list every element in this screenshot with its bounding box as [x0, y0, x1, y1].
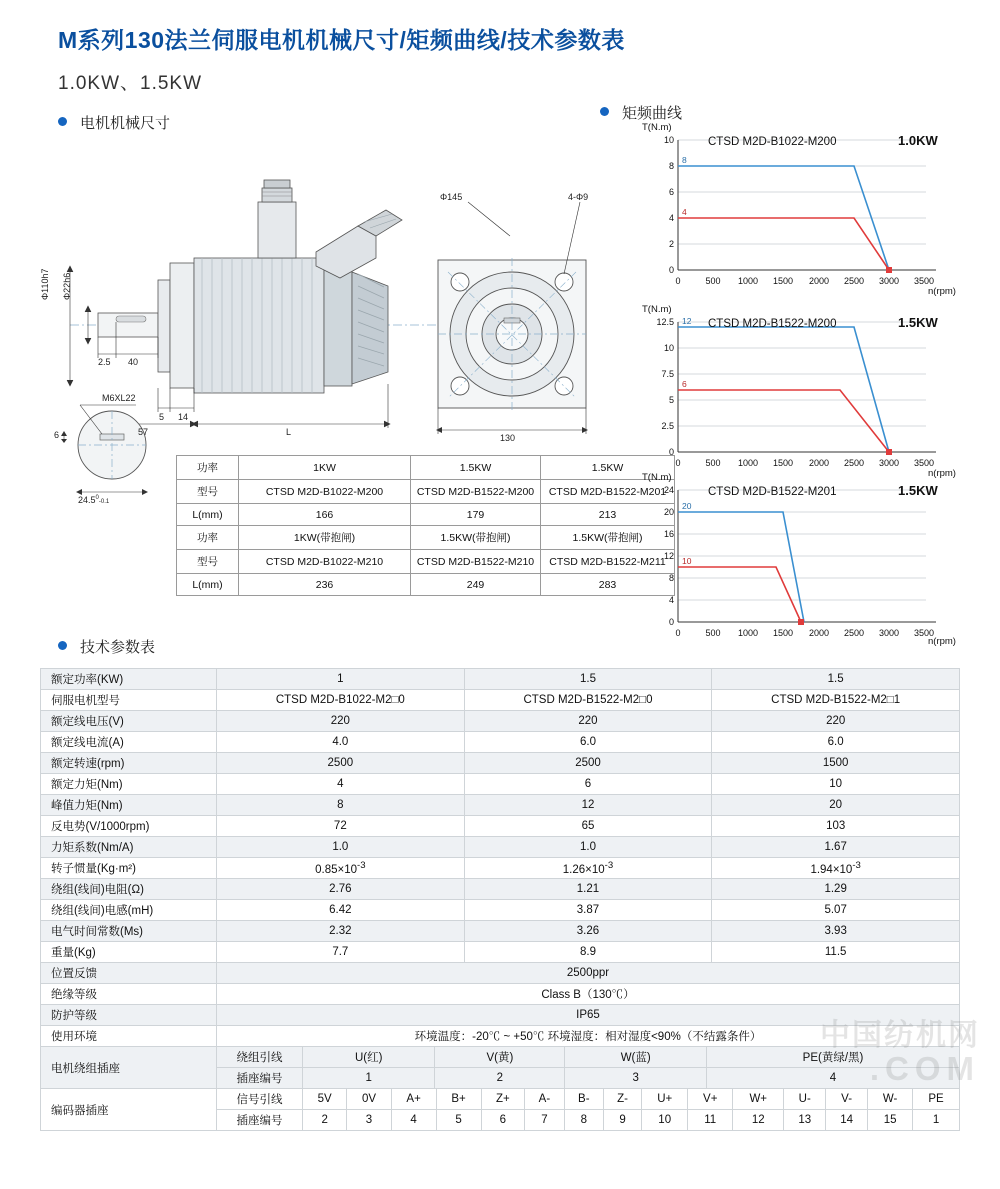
svg-text:2000: 2000 [808, 276, 830, 286]
cell-value: 1.5KW [541, 456, 675, 480]
table-row [41, 921, 960, 942]
cell-value: CTSD M2D-B1022-M2□0 [217, 690, 465, 711]
row-sublabel: 绕组引线 [217, 1047, 303, 1068]
table-row [41, 1047, 960, 1068]
cell-value: 166 [239, 504, 411, 526]
section-heading-dimensions: 电机机械尺寸 [58, 112, 170, 133]
row-sublabel: 插座编号 [217, 1068, 303, 1089]
table-row [177, 574, 675, 596]
row-label: 额定线电压(V) [41, 711, 217, 732]
cell-value: 1.67 [712, 837, 960, 858]
torque-speed-chart-3 [636, 472, 966, 658]
torque-speed-chart-2 [636, 304, 966, 490]
cell-value: 1.5KW(带抱闸) [541, 526, 675, 550]
cell-value: 1.5 [712, 669, 960, 690]
cell-value: 4 [217, 774, 465, 795]
cell-value: PE(黄绿/黑) [707, 1047, 960, 1068]
row-label: 绝缘等级 [41, 984, 217, 1005]
svg-text:7.5: 7.5 [661, 369, 674, 379]
cell-label: 型号 [177, 480, 239, 504]
cell-value: 4.0 [217, 732, 465, 753]
cell-value: 1.0 [217, 837, 465, 858]
svg-text:3500: 3500 [913, 628, 935, 638]
cell-value: PE [913, 1089, 960, 1110]
dim-phi22: Φ22h6 [62, 272, 72, 300]
cell-value: V+ [688, 1089, 733, 1110]
table-row [41, 879, 960, 900]
cell-value: A+ [391, 1089, 436, 1110]
cell-value: 7.7 [217, 942, 465, 963]
svg-text:3000: 3000 [878, 628, 900, 638]
dim-phi110: Φ110h7 [40, 268, 50, 300]
row-label: 转子惯量(Kg·m²) [41, 858, 217, 879]
cell-value: U(红) [303, 1047, 435, 1068]
table-row [41, 963, 960, 984]
cell-value: 20 [712, 795, 960, 816]
cell-value: 1.5 [464, 669, 712, 690]
cell-value: 103 [712, 816, 960, 837]
cell-value: B- [564, 1089, 603, 1110]
winding-connector-table [40, 1046, 960, 1089]
svg-text:20: 20 [682, 501, 692, 511]
table-row [41, 774, 960, 795]
svg-text:500: 500 [705, 276, 721, 286]
cell-value: 8 [564, 1110, 603, 1131]
row-sublabel: 信号引线 [217, 1089, 303, 1110]
svg-text:8: 8 [682, 155, 687, 165]
cell-value: 2 [303, 1110, 347, 1131]
dim-L: L [286, 427, 292, 437]
cell-value: 6.0 [464, 732, 712, 753]
svg-text:0: 0 [668, 447, 674, 457]
row-label: 峰值力矩(Nm) [41, 795, 217, 816]
table-row [41, 669, 960, 690]
cell-value: W(蓝) [565, 1047, 707, 1068]
cell-label: 功率 [177, 456, 239, 480]
cell-value: 3 [565, 1068, 707, 1089]
cell-value: 环境温度：-20℃ ~ +50℃ 环境湿度：相对湿度<90%（不结露条件） [217, 1026, 960, 1047]
svg-text:0: 0 [668, 265, 674, 275]
cell-value: 9 [603, 1110, 641, 1131]
cell-value: 2500 [217, 753, 465, 774]
dim-24-5: 24.5$^0$-0.1 [78, 495, 110, 505]
cell-value: 1.0 [464, 837, 712, 858]
cell-value: 2.32 [217, 921, 465, 942]
cell-value: CTSD M2D-B1522-M201 [541, 480, 675, 504]
svg-text:0: 0 [675, 628, 681, 638]
dim-6: 6 [54, 430, 60, 440]
row-label: 绕组(线间)电阻(Ω) [41, 879, 217, 900]
chart-title: CTSD M2D-B1522-M200 [708, 318, 837, 330]
cell-value: 249 [411, 574, 541, 596]
cell-value: 7 [525, 1110, 564, 1131]
table-row [41, 942, 960, 963]
svg-text:500: 500 [705, 458, 721, 468]
row-label: 绕组(线间)电感(mH) [41, 900, 217, 921]
spec-table-wrapper [40, 668, 960, 1131]
cell-value: 0V [347, 1089, 391, 1110]
cell-value: 1KW [239, 456, 411, 480]
encoder-connector-table [40, 1088, 960, 1131]
cell-value: 11.5 [712, 942, 960, 963]
svg-text:3000: 3000 [878, 276, 900, 286]
svg-text:1500: 1500 [772, 276, 794, 286]
table-row [177, 480, 675, 504]
cell-value: V- [826, 1089, 868, 1110]
svg-text:16: 16 [663, 529, 674, 539]
cell-value: 1.5KW [411, 456, 541, 480]
svg-text:500: 500 [705, 628, 721, 638]
cell-value: 6 [464, 774, 712, 795]
svg-text:0: 0 [675, 276, 681, 286]
page-subtitle: 1.0KW、1.5KW [58, 73, 203, 94]
cell-value: 1.21 [464, 879, 712, 900]
table-row [41, 711, 960, 732]
chart-xlabel: n(rpm) [928, 636, 956, 647]
cell-value: 15 [868, 1110, 913, 1131]
cell-value: W+ [733, 1089, 784, 1110]
cell-value: V(黄) [435, 1047, 565, 1068]
cell-label: L(mm) [177, 574, 239, 596]
cell-label: 功率 [177, 526, 239, 550]
cell-value: 12 [733, 1110, 784, 1131]
svg-text:12: 12 [682, 316, 692, 326]
cell-value: W- [868, 1089, 913, 1110]
model-table [176, 455, 675, 596]
chart-ylabel: T(N.m) [642, 472, 672, 483]
cell-value: 65 [464, 816, 712, 837]
svg-text:8: 8 [668, 573, 674, 583]
cell-value: 6.42 [217, 900, 465, 921]
cell-value: 3.26 [464, 921, 712, 942]
cell-value: $0.85\times 10^{-3}$ [217, 858, 465, 879]
row-label: 电气时间常数(Ms) [41, 921, 217, 942]
cell-value: 4 [707, 1068, 960, 1089]
svg-text:2: 2 [668, 239, 674, 249]
svg-text:12: 12 [663, 551, 674, 561]
cell-value: 11 [688, 1110, 733, 1131]
cell-value: 3.93 [712, 921, 960, 942]
cell-value: 13 [784, 1110, 826, 1131]
cell-value: 3 [347, 1110, 391, 1131]
svg-text:10: 10 [663, 343, 674, 353]
cell-value: 8.9 [464, 942, 712, 963]
dim-40: 40 [128, 357, 139, 367]
table-row [41, 753, 960, 774]
table-row [41, 1089, 960, 1110]
cell-value: 1 [913, 1110, 960, 1131]
cell-value: 14 [826, 1110, 868, 1131]
cell-value: 4 [391, 1110, 436, 1131]
cell-value: IP65 [217, 1005, 960, 1026]
svg-text:4: 4 [668, 213, 674, 223]
svg-text:1000: 1000 [737, 276, 759, 286]
cell-value: Z- [603, 1089, 641, 1110]
svg-text:8: 8 [668, 161, 674, 171]
svg-text:2000: 2000 [808, 458, 830, 468]
row-label: 额定线电流(A) [41, 732, 217, 753]
row-sublabel: 插座编号 [217, 1110, 303, 1131]
chart-title: CTSD M2D-B1522-M201 [708, 486, 837, 498]
cell-value: $1.26\times 10^{-3}$ [464, 858, 712, 879]
section-heading-params: 技术参数表 [58, 636, 155, 657]
chart-xlabel: n(rpm) [928, 468, 956, 479]
dim-2-5: 2.5 [98, 357, 111, 367]
table-row [41, 1026, 960, 1047]
row-label: 额定力矩(Nm) [41, 774, 217, 795]
table-row [41, 984, 960, 1005]
svg-text:12.5: 12.5 [656, 317, 674, 327]
row-label: 编码器插座 [41, 1089, 217, 1131]
watermark-line1: 中国纺机网 [820, 1019, 980, 1052]
cell-value: 8 [217, 795, 465, 816]
svg-text:1500: 1500 [772, 628, 794, 638]
svg-text:1000: 1000 [737, 628, 759, 638]
cell-value: 220 [217, 711, 465, 732]
svg-text:20: 20 [663, 507, 674, 517]
svg-text:6: 6 [682, 379, 687, 389]
dim-4-phi9: 4-Φ9 [568, 192, 589, 202]
cell-value: 2500ppr [217, 963, 960, 984]
cell-value: CTSD M2D-B1522-M210 [411, 550, 541, 574]
dim-key-m6xl22: M6XL22 [102, 393, 136, 403]
svg-text:2000: 2000 [808, 628, 830, 638]
svg-text:2500: 2500 [843, 276, 865, 286]
chart-power-label: 1.0KW [898, 133, 938, 148]
svg-text:2500: 2500 [843, 458, 865, 468]
cell-value: 6 [481, 1110, 525, 1131]
cell-value: 220 [712, 711, 960, 732]
row-label: 位置反馈 [41, 963, 217, 984]
table-row [41, 816, 960, 837]
cell-value: 1500 [712, 753, 960, 774]
table-row [41, 690, 960, 711]
torque-speed-chart-1 [636, 122, 966, 308]
svg-text:5: 5 [668, 395, 674, 405]
svg-text:2.5: 2.5 [661, 421, 674, 431]
row-label: 反电势(V/1000rpm) [41, 816, 217, 837]
cell-value: 72 [217, 816, 465, 837]
cell-value: 3.87 [464, 900, 712, 921]
cell-value: 12 [464, 795, 712, 816]
cell-value: 10 [642, 1110, 688, 1131]
cell-value: CTSD M2D-B1022-M200 [239, 480, 411, 504]
cell-value: 179 [411, 504, 541, 526]
cell-value: 1 [303, 1068, 435, 1089]
table-row [177, 550, 675, 574]
cell-value: 1.5KW(带抱闸) [411, 526, 541, 550]
table-row [41, 900, 960, 921]
cell-value: 2.76 [217, 879, 465, 900]
svg-text:6: 6 [668, 187, 674, 197]
cell-value: 5 [436, 1110, 481, 1131]
cell-value: CTSD M2D-B1022-M210 [239, 550, 411, 574]
cell-value: CTSD M2D-B1522-M2□1 [712, 690, 960, 711]
table-row [41, 732, 960, 753]
row-label: 电机绕组插座 [41, 1047, 217, 1089]
dim-5: 5 [159, 412, 165, 422]
table-row [177, 526, 675, 550]
cell-value: $1.94\times 10^{-3}$ [712, 858, 960, 879]
cell-value: 283 [541, 574, 675, 596]
svg-text:3000: 3000 [878, 458, 900, 468]
cell-label: L(mm) [177, 504, 239, 526]
chart-xlabel: n(rpm) [928, 286, 956, 297]
row-label: 力矩系数(Nm/A) [41, 837, 217, 858]
cell-value: A- [525, 1089, 564, 1110]
table-row [41, 1005, 960, 1026]
cell-value: 220 [464, 711, 712, 732]
chart-title: CTSD M2D-B1022-M200 [708, 136, 837, 148]
watermark-line2: .COM [869, 1049, 980, 1087]
cell-value: CTSD M2D-B1522-M211 [541, 550, 675, 574]
svg-text:0: 0 [668, 617, 674, 627]
cell-value: CTSD M2D-B1522-M200 [411, 480, 541, 504]
dim-14: 14 [178, 412, 189, 422]
svg-text:24: 24 [663, 485, 674, 495]
cell-value: 213 [541, 504, 675, 526]
cell-value: 1 [217, 669, 465, 690]
table-row [41, 837, 960, 858]
section-heading-curves: 矩频曲线 [600, 102, 682, 123]
chart-ylabel: T(N.m) [642, 304, 672, 315]
table-row [177, 456, 675, 480]
cell-value: Z+ [481, 1089, 525, 1110]
svg-text:4: 4 [682, 207, 687, 217]
spec-table [40, 668, 960, 1047]
svg-text:10: 10 [663, 135, 674, 145]
cell-value: 236 [239, 574, 411, 596]
row-label: 防护等级 [41, 1005, 217, 1026]
row-label: 重量(Kg) [41, 942, 217, 963]
cell-value: B+ [436, 1089, 481, 1110]
cell-value: 5.07 [712, 900, 960, 921]
svg-text:3500: 3500 [913, 458, 935, 468]
cell-value: 1.29 [712, 879, 960, 900]
cell-value: 1KW(带抱闸) [239, 526, 411, 550]
cell-value: CTSD M2D-B1522-M2□0 [464, 690, 712, 711]
cell-value: Class B（130℃） [217, 984, 960, 1005]
dim-130: 130 [500, 433, 516, 443]
svg-text:3500: 3500 [913, 276, 935, 286]
svg-text:0: 0 [675, 458, 681, 468]
row-label: 额定功率(KW) [41, 669, 217, 690]
table-row [41, 858, 960, 879]
dim-phi145: Φ145 [440, 192, 463, 202]
svg-text:4: 4 [668, 595, 674, 605]
svg-text:1000: 1000 [737, 458, 759, 468]
page-title: M系列130法兰伺服电机机械尺寸/矩频曲线/技术参数表 [58, 27, 625, 53]
table-row [177, 504, 675, 526]
row-label: 伺服电机型号 [41, 690, 217, 711]
chart-power-label: 1.5KW [898, 315, 938, 330]
cell-value: U- [784, 1089, 826, 1110]
svg-text:10: 10 [682, 556, 692, 566]
row-label: 额定转速(rpm) [41, 753, 217, 774]
cell-value: 2500 [464, 753, 712, 774]
cell-value: 10 [712, 774, 960, 795]
cell-value: 2 [435, 1068, 565, 1089]
svg-text:2500: 2500 [843, 628, 865, 638]
chart-ylabel: T(N.m) [642, 122, 672, 133]
cell-value: 6.0 [712, 732, 960, 753]
chart-power-label: 1.5KW [898, 483, 938, 498]
dim-57: 57 [138, 427, 149, 437]
row-label: 使用环境 [41, 1026, 217, 1047]
cell-value: 5V [303, 1089, 347, 1110]
table-row [41, 795, 960, 816]
cell-label: 型号 [177, 550, 239, 574]
svg-text:1500: 1500 [772, 458, 794, 468]
cell-value: U+ [642, 1089, 688, 1110]
